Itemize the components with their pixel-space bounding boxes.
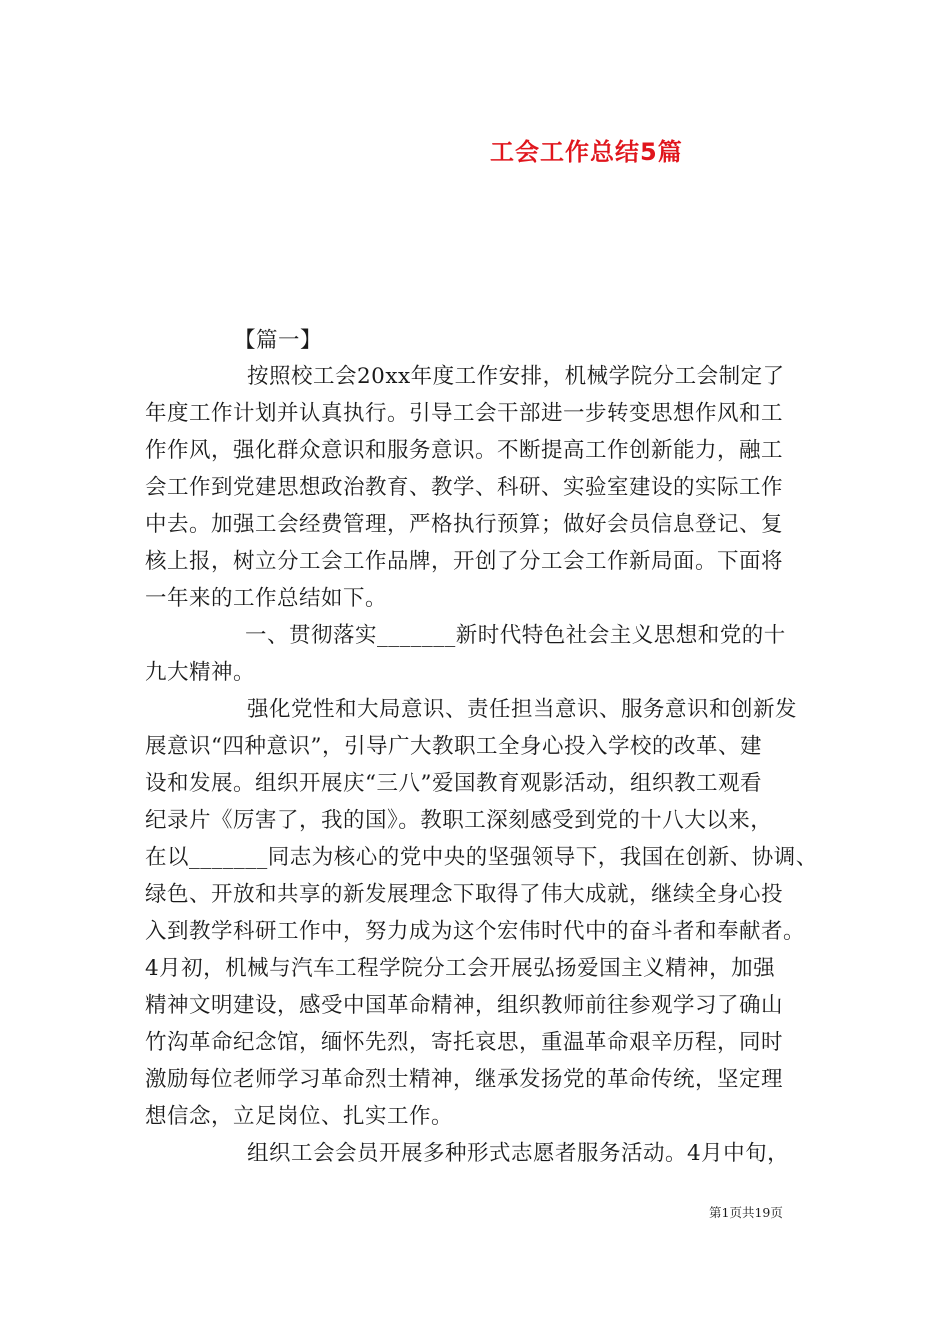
- body-line: 4月初，机械与汽车工程学院分工会开展弘扬爱国主义精神，加强: [145, 956, 776, 981]
- body-line: 绿色、开放和共享的新发展理念下取得了伟大成就，继续全身心投: [145, 882, 784, 907]
- body-line: 想信念，立足岗位、扎实工作。: [145, 1104, 454, 1129]
- body-line: 按照校工会20xx年度工作安排，机械学院分工会制定了: [247, 364, 785, 389]
- body-line: 竹沟革命纪念馆，缅怀先烈，寄托哀思，重温革命艰辛历程，同时: [145, 1030, 784, 1055]
- body-line: 会工作到党建思想政治教育、教学、科研、实验室建设的实际工作: [145, 475, 784, 500]
- body-line: 设和发展。组织开展庆“三八”爱国教育观影活动，组织教工观看: [145, 771, 762, 796]
- body-line: 纪录片《厉害了，我的国》。教职工深刻感受到党的十八大以来，: [145, 808, 773, 833]
- body-line: 激励每位老师学习革命烈士精神，继承发扬党的革命传统，坚定理: [145, 1067, 784, 1092]
- body-line: 作作风，强化群众意识和服务意识。不断提高工作创新能力，融工: [145, 438, 784, 463]
- body-line: 组织工会会员开展多种形式志愿者服务活动。4月中旬，: [247, 1141, 790, 1166]
- body-line: 在以_______同志为核心的党中央的坚强领导下，我国在创新、协调、: [145, 845, 818, 870]
- body-line: 强化党性和大局意识、责任担当意识、服务意识和创新发: [247, 697, 798, 722]
- body-line: 核上报，树立分工会工作品牌，开创了分工会工作新局面。下面将: [145, 549, 784, 574]
- body-line: 入到教学科研工作中，努力成为这个宏伟时代中的奋斗者和奉献者。: [145, 919, 806, 944]
- body-line: 九大精神。: [145, 660, 256, 685]
- body-line: 展意识“四种意识”，引导广大教职工全身心投入学校的改革、建: [145, 734, 762, 759]
- body-line: 年度工作计划并认真执行。引导工会干部进一步转变思想作风和工: [145, 401, 784, 426]
- body-line: 中去。加强工会经费管理，严格执行预算；做好会员信息登记、复: [145, 512, 784, 537]
- page-title: 工会工作总结5篇: [490, 138, 683, 166]
- section-label: 【篇一】: [234, 328, 323, 353]
- page-number-footer: 第1页共19页: [709, 1205, 783, 1220]
- heading-line: 一、贯彻落实_______新时代特色社会主义思想和党的十: [245, 623, 786, 648]
- body-line: 精神文明建设，感受中国革命精神，组织教师前往参观学习了确山: [145, 993, 784, 1018]
- body-line: 一年来的工作总结如下。: [145, 586, 388, 611]
